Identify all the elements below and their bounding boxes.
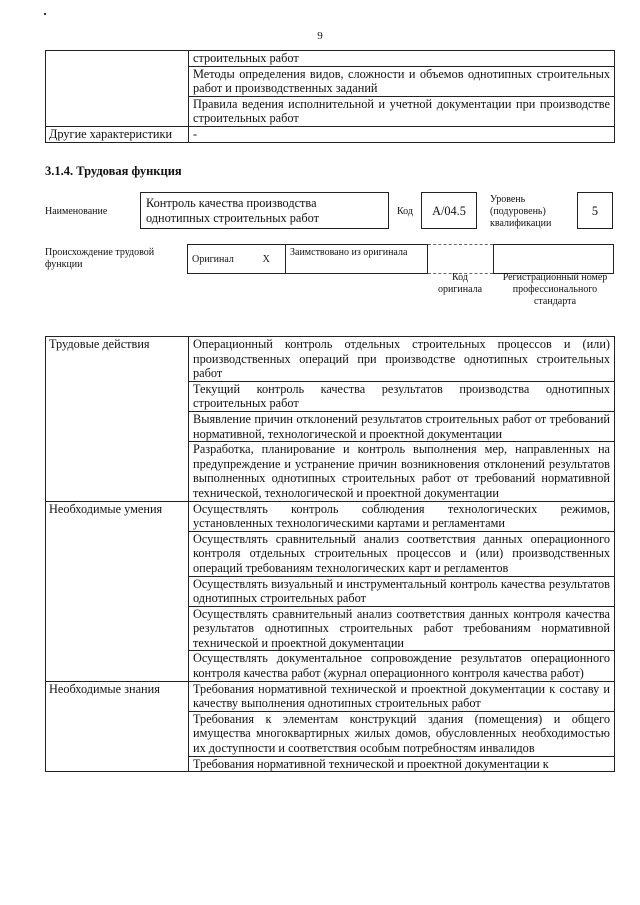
other-characteristics-value: -: [189, 126, 615, 142]
list-item: Требования к элементам конструкций здания (помещения) и общего имущества многоквартирных жилых домов, обусловленных необходимостью их доступности и соответствия особым потребностям инвалидов: [189, 711, 615, 756]
original-label: Оригинал: [188, 245, 248, 274]
list-item: Разработка, планирование и контроль выполнения мер, направленных на предупреждение и устранение причин возникновения отклонений результатов выполненных однотипных строительных работ от требований нормативной технической, технологической и проектной документации: [189, 442, 615, 501]
list-item: Выявление причин отклонений результатов строительных работ от требований нормативной, технологической и проектной документации: [189, 411, 615, 441]
borrowed-label: Заимствовано из оригинала: [286, 245, 428, 274]
knowledge-item: Правила ведения исполнительной и учетной документации при производстве строительных работ: [189, 96, 615, 126]
list-item: Текущий контроль качества результатов производства однотипных строительных работ: [189, 381, 615, 411]
code-original-label: Код оригинала: [437, 272, 483, 295]
list-item: Требования нормативной технической и проектной документации к: [189, 756, 615, 772]
list-item: Осуществлять контроль соблюдения технологических режимов, установленных технологическими картами и регламентами: [189, 501, 615, 531]
table-row: [46, 501, 615, 531]
origin-table: [187, 244, 614, 274]
section-label: Необходимые знания: [46, 681, 189, 772]
origin-label: Происхождение трудовой функции: [45, 247, 155, 270]
table-row: [46, 337, 615, 382]
section-label: Трудовые действия: [46, 337, 189, 502]
list-item: Осуществлять документальное сопровождение результатов операционного контроля качества работ (журнал операционного контроля качества работ): [189, 651, 615, 681]
empty-label-cell: [46, 51, 189, 127]
labor-function-table: [45, 336, 615, 772]
reg-number-label: Регистрационный номер профессионального стандарта: [502, 272, 608, 307]
table-row: [46, 681, 615, 711]
name-label: Наименование: [45, 206, 108, 217]
table-row: [46, 126, 615, 142]
reg-number-cell: [494, 245, 614, 274]
code-box: А/04.5: [421, 192, 477, 229]
characteristics-table: [45, 50, 615, 143]
code-label: Код: [397, 206, 413, 217]
original-mark: Х: [248, 245, 286, 274]
scan-dot: [44, 13, 46, 15]
list-item: Операционный контроль отдельных строительных процессов и (или) производственных операций при производстве однотипных строительных работ: [189, 337, 615, 382]
list-item: Осуществлять сравнительный анализ соответствия данных операционного контроля отдельных строительных процессов и (или) производственных операций требованиям технологических карт и регламентов: [189, 531, 615, 576]
list-item: Требования нормативной технической и проектной документации к составу и качеству выполнения однотипных строительных работ: [189, 681, 615, 711]
qualification-level-box: 5: [577, 192, 613, 229]
section-title: 3.1.4. Трудовая функция: [45, 164, 182, 178]
page-number: 9: [317, 30, 323, 42]
section-label: Необходимые умения: [46, 501, 189, 681]
other-characteristics-label: Другие характеристики: [46, 126, 189, 142]
list-item: Осуществлять визуальный и инструментальный контроль качества результатов однотипных строительных работ: [189, 576, 615, 606]
qualification-level-label: Уровень (подуровень) квалификации: [490, 194, 552, 229]
table-row: [188, 245, 614, 274]
knowledge-item: строительных работ: [189, 51, 615, 67]
table-row: [46, 51, 615, 67]
function-name-box: Контроль качества производства однотипных строительных работ: [140, 192, 389, 229]
knowledge-item: Методы определения видов, сложности и объемов однотипных строительных работ и производственных заданий: [189, 66, 615, 96]
list-item: Осуществлять сравнительный анализ соответствия данных контроля качества результатов однотипных строительных работ требованиям нормативной технической и проектной документации: [189, 606, 615, 651]
code-original-cell: [428, 245, 494, 274]
